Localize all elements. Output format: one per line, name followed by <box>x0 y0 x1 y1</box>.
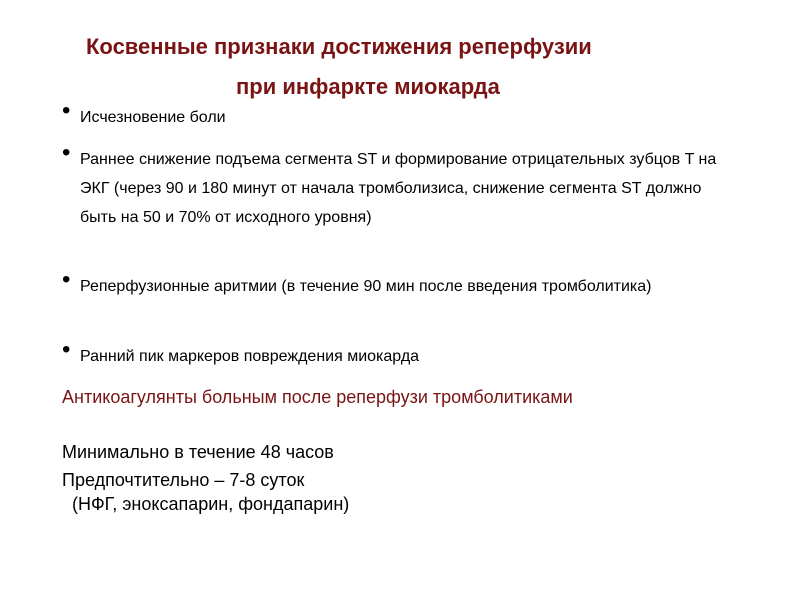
bullet-text: Исчезновение боли <box>80 109 226 126</box>
bullet-item <box>62 266 742 301</box>
bullet-text: Ранний пик маркеров повреждения миокарда <box>80 348 420 365</box>
bullet-text: Реперфузионные аритмии (в течение 90 мин после введения тромболитика) <box>80 278 652 295</box>
bullet-item <box>62 97 742 132</box>
bullet-marker: • <box>62 336 71 363</box>
anticoagulants-heading: Антикоагулянты больным после реперфузи тромболитиками <box>62 387 573 407</box>
bullet-text: Раннее снижение подъема сегмента ST и формирование отрицательных зубцов T на ЭКГ (через 90 и 180 минут от начала тромболизиса, снижение сегмента ST должно быть на 50 и 70% от исходного уровня) <box>80 151 717 226</box>
bullet-marker: • <box>62 139 71 166</box>
bullet-item <box>62 139 742 232</box>
anticoagulants-preferred-duration: Предпочтительно – 7-8 суток <box>62 470 305 490</box>
bullet-marker: • <box>62 266 71 293</box>
slide-title-line-1: Косвенные признаки достижения реперфузии <box>86 34 592 59</box>
anticoagulants-drug-list: (НФГ, эноксапарин, фондапарин) <box>72 494 350 514</box>
bullet-item <box>62 336 742 371</box>
slide-title-line-2: при инфаркте миокарда <box>236 74 500 99</box>
bullet-marker: • <box>62 97 71 124</box>
anticoagulants-min-duration: Минимально в течение 48 часов <box>62 442 334 462</box>
